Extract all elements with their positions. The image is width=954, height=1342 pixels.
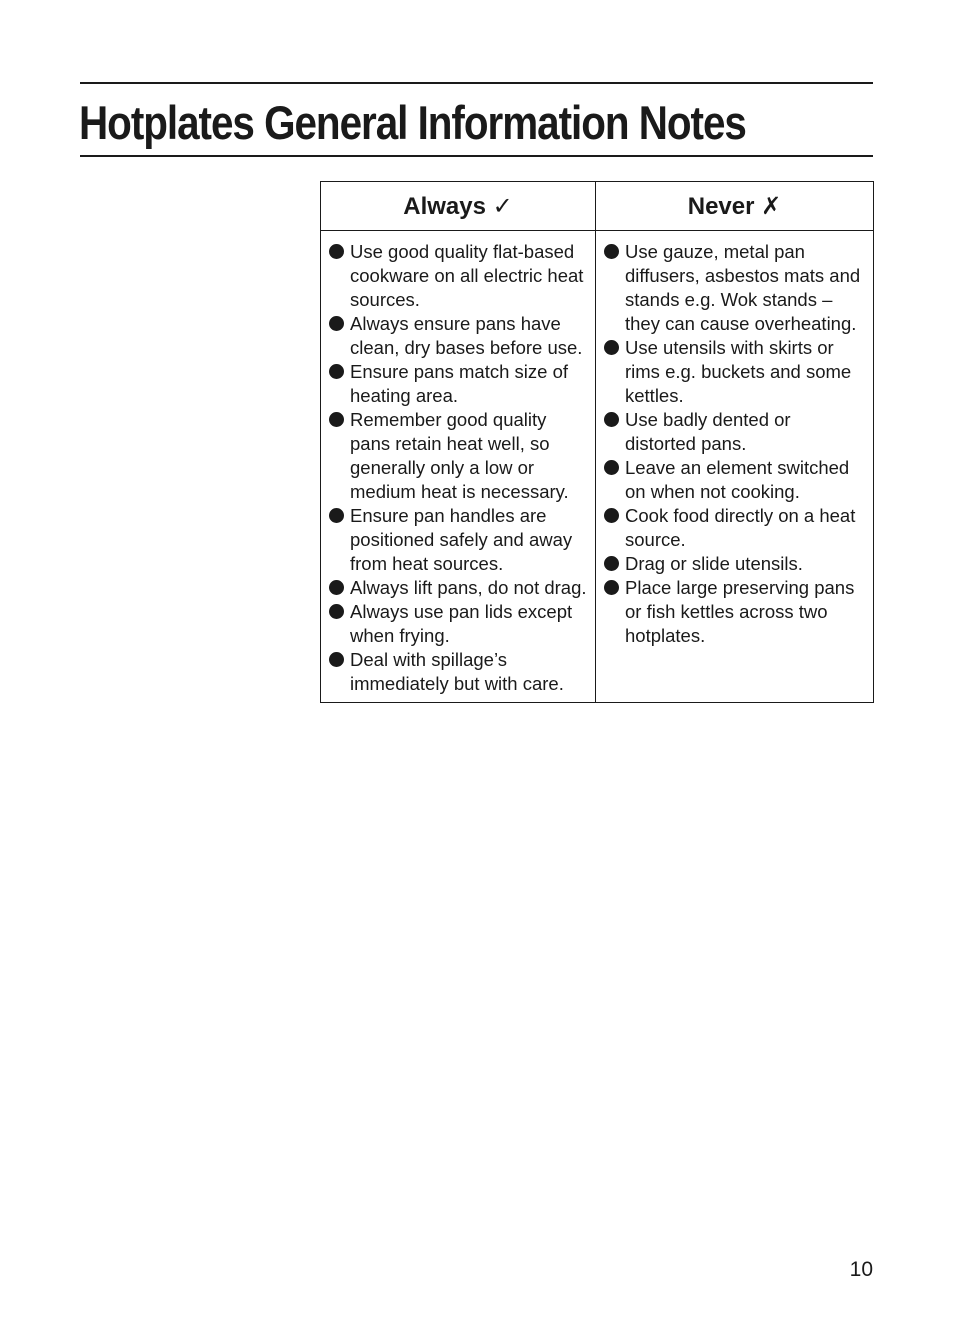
never-item-text: Use utensils with skirts or rims e.g. buckets and some kettles.	[625, 337, 852, 406]
never-item-text: Place large preserving pans or fish kettles across two hotplates.	[625, 577, 855, 646]
always-list-item	[329, 360, 587, 408]
bullet-icon	[604, 508, 619, 523]
never-item-text: Drag or slide utensils.	[625, 553, 803, 574]
bullet-icon	[329, 580, 344, 595]
never-column-cell	[596, 231, 874, 703]
page-number: 10	[849, 1258, 873, 1281]
bullet-icon	[329, 244, 344, 259]
bullet-icon	[329, 316, 344, 331]
never-list-item	[604, 336, 865, 408]
never-list-item	[604, 456, 865, 504]
always-list	[329, 240, 587, 696]
never-list-item	[604, 552, 865, 576]
bullet-icon	[604, 580, 619, 595]
never-list-item	[604, 408, 865, 456]
bullet-icon	[604, 244, 619, 259]
never-item-text: Cook food directly on a heat source.	[625, 505, 856, 550]
always-item-text: Always lift pans, do not drag.	[350, 577, 587, 598]
never-column-heading: Never ✗	[596, 182, 874, 231]
never-list-item	[604, 504, 865, 552]
never-item-text: Use gauze, metal pan diffusers, asbestos mats and stands e.g. Wok stands – they can cause overheating.	[625, 241, 861, 334]
always-never-table	[320, 181, 874, 703]
bullet-icon	[604, 460, 619, 475]
always-list-item	[329, 576, 587, 600]
never-list	[604, 240, 865, 648]
always-item-text: Use good quality flat-based cookware on all electric heat sources.	[350, 241, 584, 310]
always-list-item	[329, 240, 587, 312]
bullet-icon	[604, 556, 619, 571]
always-item-text: Always ensure pans have clean, dry bases before use.	[350, 313, 583, 358]
always-item-text: Ensure pans match size of heating area.	[350, 361, 568, 406]
page-title: Hotplates General Information Notes	[79, 96, 746, 149]
bullet-icon	[329, 652, 344, 667]
always-item-text: Remember good quality pans retain heat well, so generally only a low or medium heat is necessary.	[350, 409, 569, 502]
bullet-icon	[329, 412, 344, 427]
never-item-text: Leave an element switched on when not cooking.	[625, 457, 850, 502]
bullet-icon	[329, 364, 344, 379]
title-block	[80, 82, 873, 157]
bullet-icon	[604, 340, 619, 355]
always-column-cell	[321, 231, 596, 703]
never-list-item	[604, 576, 865, 648]
always-list-item	[329, 600, 587, 648]
never-item-text: Use badly dented or distorted pans.	[625, 409, 791, 454]
table-body-row	[321, 231, 874, 703]
never-list-item	[604, 240, 865, 336]
always-item-text: Always use pan lids except when frying.	[350, 601, 573, 646]
always-item-text: Ensure pan handles are positioned safely and away from heat sources.	[350, 505, 573, 574]
always-column-heading: Always ✓	[321, 182, 596, 231]
always-list-item	[329, 408, 587, 504]
bullet-icon	[604, 412, 619, 427]
bullet-icon	[329, 508, 344, 523]
always-list-item	[329, 648, 587, 696]
table-header-row	[321, 182, 874, 231]
always-item-text: Deal with spillage’s immediately but with care.	[350, 649, 564, 694]
always-list-item	[329, 504, 587, 576]
always-list-item	[329, 312, 587, 360]
bullet-icon	[329, 604, 344, 619]
